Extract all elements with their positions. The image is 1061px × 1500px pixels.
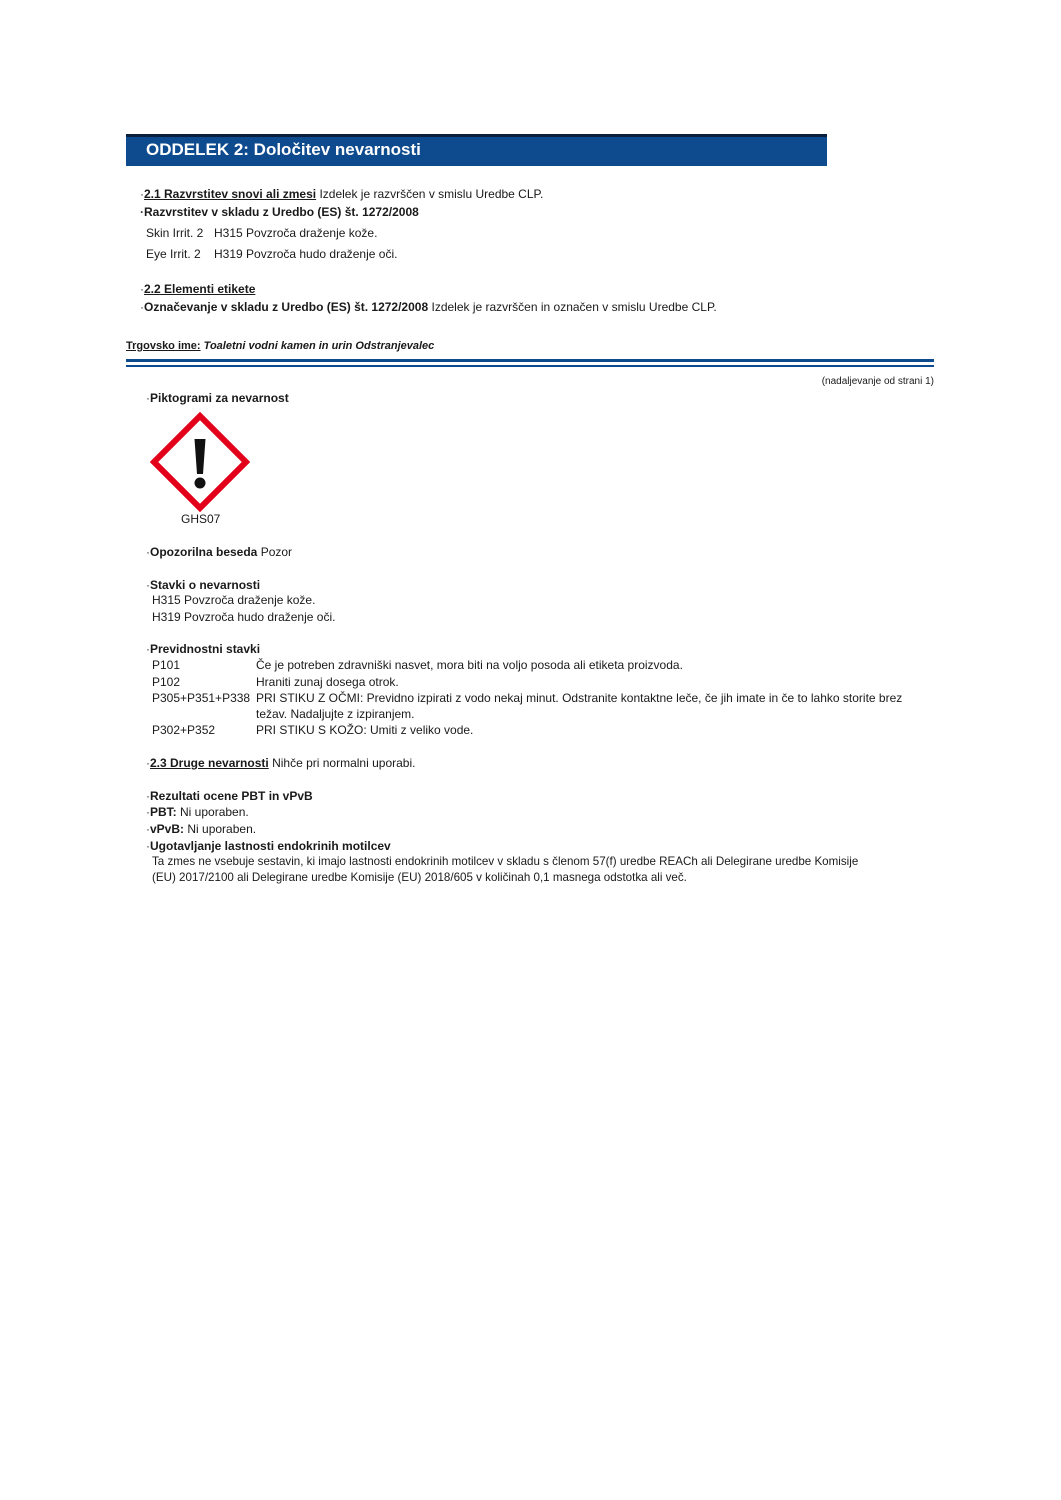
continuation-note: (nadaljevanje od strani 1) [821, 376, 934, 387]
precautionary-text: PRI STIKU S KOŽO: Umiti z veliko vode. [256, 723, 474, 737]
classification-code: H315 [214, 226, 243, 240]
pbt-label: PBT: [150, 805, 177, 819]
classification-text: Povzroča hudo draženje oči. [246, 247, 398, 261]
classification-class: Eye Irrit. 2 [146, 247, 201, 261]
pictogram-code: GHS07 [181, 512, 221, 526]
s23-heading: 2.3 Druge nevarnosti [150, 756, 269, 770]
precautionary-text-cont: težav. Nadaljujte z izpiranjem. [256, 707, 415, 721]
pictograms-heading: Piktogrami za nevarnost [150, 391, 289, 405]
s21-heading: 2.1 Razvrstitev snovi ali zmesi [144, 187, 317, 201]
header-rule [126, 359, 934, 362]
trade-name-line [126, 338, 434, 354]
precautionary-row [152, 690, 902, 706]
classification-code: H319 [214, 247, 243, 261]
precautionary-code: P101 [152, 658, 181, 672]
vpvb-value: Ni uporaben. [187, 822, 257, 836]
classification-text: Povzroča draženje kože. [246, 226, 378, 240]
pbt-value: Ni uporaben. [180, 805, 249, 819]
s22-label-heading: Označevanje v skladu z Uredbo (ES) št. 1272/2008 [144, 300, 429, 314]
s22-label-line: ·Označevanje v skladu z Uredbo (ES) št. 1272/2008 Izdelek je razvrščen in označen v smislu Uredbe CLP. [140, 300, 717, 314]
trade-name-value: Toaletni vodni kamen in urin Odstranjevalec [203, 340, 435, 352]
precautionary-text: PRI STIKU Z OČMI: Previdno izpirati z vodo nekaj minut. Odstranite kontaktne leče, če jih imate in če to lahko storite brez [256, 691, 903, 705]
ghs07-pictogram [150, 412, 250, 512]
precautionary-code: P302+P352 [152, 723, 216, 737]
classification-class: Skin Irrit. 2 [146, 226, 204, 240]
precautionary-heading: Previdnostni stavki [150, 642, 261, 656]
signal-heading: Opozorilna beseda [150, 545, 258, 559]
pictograms-line: ·Piktogrami za nevarnost [146, 391, 289, 405]
s23-text: Nihče pri normalni uporabi. [272, 756, 416, 770]
pbt-heading-line: ·Rezultati ocene PBT in vPvB [146, 789, 313, 803]
precautionary-code: P102 [152, 675, 181, 689]
s21-reg-heading: Razvrstitev v skladu z Uredbo (ES) št. 1272/2008 [144, 205, 419, 219]
precautionary-row [152, 722, 473, 738]
signal-line: ·Opozorilna beseda Pozor [146, 545, 293, 559]
precautionary-code: P305+P351+P338 [152, 691, 251, 705]
endocrine-heading-line: ·Ugotavljanje lastnosti endokrinih motilcev [146, 839, 391, 853]
pbt-line: ·PBT: Ni uporaben. [146, 805, 249, 819]
s22-heading: 2.2 Elementi etikete [144, 282, 256, 296]
precautionary-text: Hraniti zunaj dosega otrok. [256, 675, 399, 689]
classification-row [146, 225, 377, 241]
classification-row [146, 246, 397, 262]
s22-label-text: Izdelek je razvrščen in označen v smislu Uredbe CLP. [431, 300, 717, 314]
endocrine-text: Ta zmes ne vsebuje sestavin, ki imajo lastnosti endokrinih motilcev v skladu s členom 57(f) uredbe REACh ali Delegirane uredbe Komisije [152, 855, 859, 868]
endocrine-text: (EU) 2017/2100 ali Delegirane uredbe Komisije (EU) 2018/605 v količinah 0,1 masnega odstotka ali več. [152, 871, 687, 884]
section-title: ODDELEK 2: Določitev nevarnosti [146, 140, 421, 159]
s23-line: ·2.3 Druge nevarnosti Nihče pri normalni uporabi. [146, 756, 416, 770]
s22-line: ·2.2 Elementi etikete [140, 282, 256, 296]
s21-text: Izdelek je razvrščen v smislu Uredbe CLP. [319, 187, 544, 201]
vpvb-label: vPvB: [150, 822, 185, 836]
s21-line: ·2.1 Razvrstitev snovi ali zmesi Izdelek je razvrščen v smislu Uredbe CLP. [140, 187, 544, 201]
precautionary-row [152, 674, 399, 690]
s21-reg-line: ·Razvrstitev v skladu z Uredbo (ES) št. 1272/2008 [140, 205, 419, 219]
precautionary-heading-line: ·Previdnostni stavki [146, 642, 261, 656]
hazard-heading: Stavki o nevarnosti [150, 578, 261, 592]
precautionary-row [152, 657, 683, 673]
signal-word: Pozor [260, 545, 293, 559]
hazard-statement: H319 Povzroča hudo draženje oči. [152, 610, 336, 624]
hazard-statement: H315 Povzroča draženje kože. [152, 593, 316, 607]
pbt-heading: Rezultati ocene PBT in vPvB [150, 789, 313, 803]
precautionary-text: Če je potreben zdravniški nasvet, mora biti na voljo posoda ali etiketa proizvoda. [256, 658, 683, 672]
hazard-heading-line: ·Stavki o nevarnosti [146, 578, 261, 592]
endocrine-heading: Ugotavljanje lastnosti endokrinih motilcev [150, 839, 391, 853]
trade-name-label: Trgovsko ime: [126, 340, 201, 352]
header-rule [126, 365, 934, 367]
vpvb-line: ·vPvB: Ni uporaben. [146, 822, 257, 836]
